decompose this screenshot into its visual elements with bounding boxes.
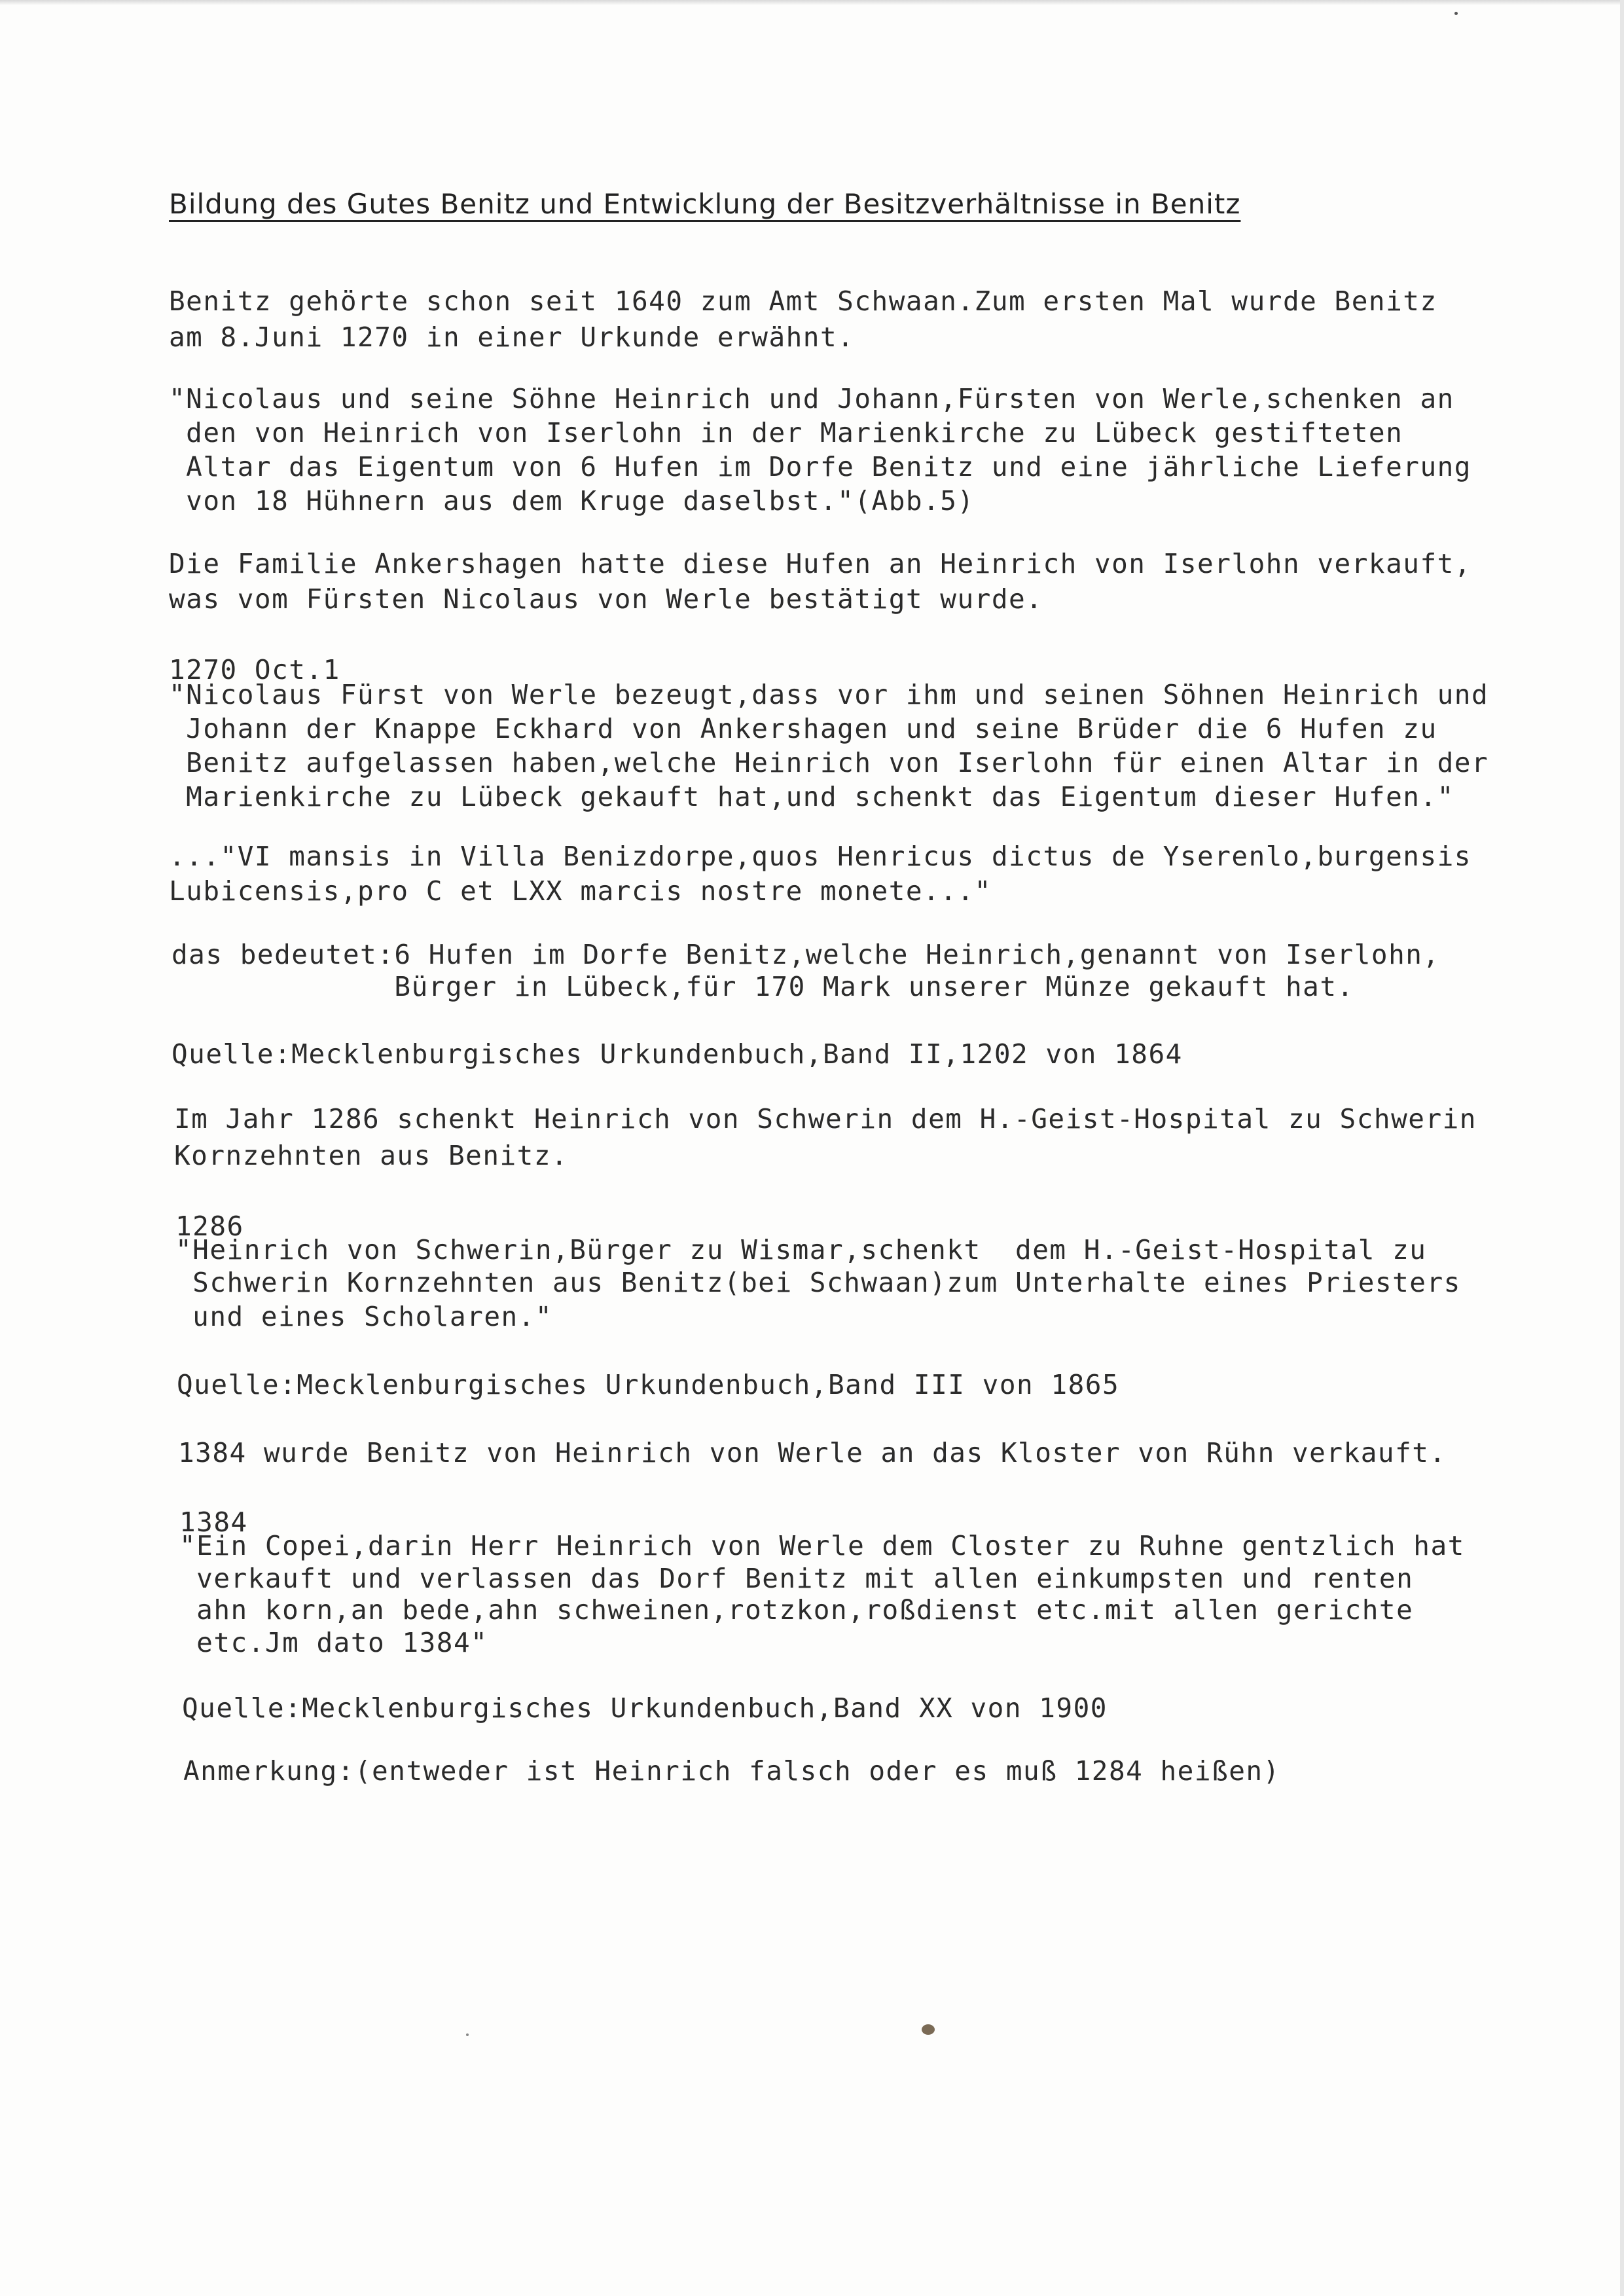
quote-line: "Nicolaus Fürst von Werle bezeugt,dass vor ihm und seinen Söhnen Heinrich und bbox=[169, 679, 1489, 710]
source-citation: Quelle:Mecklenburgisches Urkundenbuch,Band III von 1865 bbox=[177, 1369, 1120, 1400]
paper-stain-mark bbox=[922, 2024, 935, 2035]
source-citation: Quelle:Mecklenburgisches Urkundenbuch,Band II,1202 von 1864 bbox=[171, 1038, 1183, 1070]
text-line: Kornzehnten aus Benitz. bbox=[174, 1140, 569, 1171]
text-line: 1384 wurde Benitz von Heinrich von Werle an das Kloster von Rühn verkauft. bbox=[178, 1437, 1447, 1468]
date-heading: 1270 Oct.1 bbox=[169, 654, 340, 685]
text-line: was vom Fürsten Nicolaus von Werle bestätigt wurde. bbox=[169, 583, 1043, 615]
quote-line: von 18 Hühnern aus dem Kruge daselbst."(Abb.5) bbox=[169, 485, 975, 517]
quote-line: Johann der Knappe Eckhard von Ankershagen und seine Brüder die 6 Hufen zu bbox=[169, 713, 1437, 744]
text-line: Benitz gehörte schon seit 1640 zum Amt Schwaan.Zum ersten Mal wurde Benitz bbox=[169, 285, 1437, 317]
text-line: Im Jahr 1286 schenkt Heinrich von Schwerin dem H.-Geist-Hospital zu Schwerin bbox=[174, 1103, 1477, 1135]
document-title: Bildung des Gutes Benitz und Entwicklung der Besitzverhältnisse in Benitz bbox=[169, 188, 1241, 220]
text-line: Die Familie Ankershagen hatte diese Hufen an Heinrich von Iserlohn verkauft, bbox=[169, 548, 1471, 579]
quote-line: "Nicolaus und seine Söhne Heinrich und Johann,Fürsten von Werle,schenken an bbox=[169, 383, 1454, 414]
quote-line: "Ein Copei,darin Herr Heinrich von Werle dem Closter zu Ruhne gentzlich hat bbox=[179, 1530, 1465, 1561]
quote-line: etc.Jm dato 1384" bbox=[179, 1627, 488, 1658]
quote-line: verkauft und verlassen das Dorf Benitz mit allen einkumpsten und renten bbox=[179, 1563, 1414, 1594]
paper-speck-mark bbox=[1454, 12, 1458, 15]
source-citation: Quelle:Mecklenburgisches Urkundenbuch,Band XX von 1900 bbox=[182, 1692, 1108, 1724]
paper-speck-mark bbox=[466, 2033, 469, 2036]
page-right-edge-shadow bbox=[1620, 0, 1624, 2296]
date-heading: 1384 bbox=[179, 1506, 248, 1538]
quote-line: Benitz aufgelassen haben,welche Heinrich von Iserlohn für einen Altar in der bbox=[169, 747, 1489, 778]
date-heading: 1286 bbox=[175, 1211, 244, 1242]
annotation-note: Anmerkung:(entweder ist Heinrich falsch oder es muß 1284 heißen) bbox=[183, 1755, 1280, 1787]
latin-quote-line: Lubicensis,pro C et LXX marcis nostre monete..." bbox=[169, 875, 992, 907]
translation-line: das bedeutet:6 Hufen im Dorfe Benitz,welche Heinrich,genannt von Iserlohn, bbox=[171, 939, 1440, 970]
translation-line: Bürger in Lübeck,für 170 Mark unserer Münze gekauft hat. bbox=[171, 971, 1354, 1002]
quote-line: ahn korn,an bede,ahn schweinen,rotzkon,roßdienst etc.mit allen gerichte bbox=[179, 1594, 1414, 1626]
quote-line: den von Heinrich von Iserlohn in der Marienkirche zu Lübeck gestifteten bbox=[169, 417, 1403, 448]
quote-line: und eines Scholaren." bbox=[175, 1301, 553, 1332]
quote-line: "Heinrich von Schwerin,Bürger zu Wismar,schenkt dem H.-Geist-Hospital zu bbox=[175, 1234, 1427, 1266]
page-top-edge-shadow bbox=[0, 0, 1624, 5]
quote-line: Altar das Eigentum von 6 Hufen im Dorfe Benitz und eine jährliche Lieferung bbox=[169, 451, 1471, 483]
text-line: am 8.Juni 1270 in einer Urkunde erwähnt. bbox=[169, 321, 855, 353]
quote-line: Marienkirche zu Lübeck gekauft hat,und schenkt das Eigentum dieser Hufen." bbox=[169, 781, 1454, 812]
quote-line: Schwerin Kornzehnten aus Benitz(bei Schwaan)zum Unterhalte eines Priesters bbox=[175, 1267, 1461, 1298]
latin-quote-line: ..."VI mansis in Villa Benizdorpe,quos Henricus dictus de Yserenlo,burgensis bbox=[169, 841, 1471, 872]
